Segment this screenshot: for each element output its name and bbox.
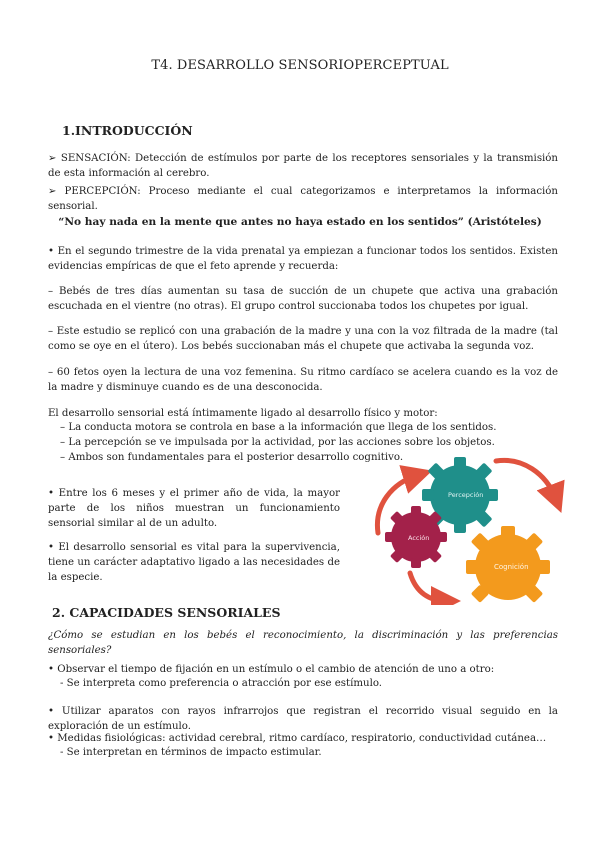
percepcion-definition: ➢ PERCEPCIÓN: Proceso mediante el cual categorizamos e interpretamos la información sensorial. [48,186,558,212]
gear-accion-label: Acción [408,534,430,542]
six-months-bullet: • Entre los 6 meses y el primer año de vida, la mayor parte de los niños muestran un funcionamiento sensorial similar al de un adulto. [48,488,340,529]
fixation-time-bullet: • Observar el tiempo de fijación en un estímulo o el cambio de atención de uno a otro: [48,664,495,675]
vital-bullet: • El desarrollo sensorial es vital para la supervivencia, tiene un carácter adaptativo ligado a las necesidades de la especie. [48,542,340,583]
cycle-arrow-bottom [410,573,446,601]
aristoteles-quote: “No hay nada en la mente que antes no haya estado en los sentidos” (Aristóteles) [58,216,542,228]
study-three-day-babies: – Bebés de tres días aumentan su tasa de succión de un chupete que activa una grabación escuchada en el vientre (no otras). El grupo control succionaba todos los chupetes por igual. [48,286,558,312]
fixation-time-subline: - Se interpreta como preferencia o atracción por ese estímulo. [60,678,383,689]
gear-accion-icon [385,506,447,568]
motor-link-intro: El desarrollo sensorial está íntimamente ligado al desarrollo físico y motor: [48,408,438,419]
physiological-subline: - Se interpretan en términos de impacto estimular. [60,747,322,758]
gear-cognicion-label: Cognición [494,563,529,571]
gear-percepcion-label: Percepción [448,491,484,499]
section-1-heading: 1.INTRODUCCIÓN [62,123,193,138]
gears-diagram [370,455,570,605]
physiological-bullet: • Medidas fisiológicas: actividad cerebral, ritmo cardíaco, respiratorio, conductividad cutánea… [48,733,547,744]
prenatal-senses-bullet: • En el segundo trimestre de la vida prenatal ya empiezan a funcionar todos los sentidos. Existen evidencias empíricas de que el feto aprende y recuerda: [48,246,558,272]
gear-cognicion-icon [466,526,550,603]
motor-link-item: – La conducta motora se controla en base a la información que llega de los sentidos. [60,422,497,433]
study-filtered-voice: – Este estudio se replicó con una grabación de la madre y una con la voz filtrada de la madre (tal como se oye en el útero). Los bebés succionaban más el chupete que activaba la segunda voz. [48,326,558,352]
sensacion-definition: ➢ SENSACIÓN: Detección de estímulos por parte de los receptores sensoriales y la transmisión de esta información al cerebro. [48,153,558,179]
section-2-question: ¿Cómo se estudian en los bebés el reconocimiento, la discriminación y las preferencias sensoriales? [48,630,558,656]
document-title: T4. DESARROLLO SENSORIOPERCEPTUAL [151,58,449,73]
cycle-arrow-top [496,460,556,499]
section-2-heading: 2. CAPACIDADES SENSORIALES [52,605,281,620]
motor-link-item: – La percepción se ve impulsada por la actividad, por las acciones sobre los objetos. [60,436,495,448]
motor-link-item: – Ambos son fundamentales para el posterior desarrollo cognitivo. [60,451,404,463]
study-fetus-heart-rate: – 60 fetos oyen la lectura de una voz femenina. Su ritmo cardíaco se acelera cuando es la voz de la madre y disminuye cuando es de una desconocida. [48,367,558,393]
infrared-bullet: • Utilizar aparatos con rayos infrarrojos que registran el recorrido visual seguido en la exploración de un estímulo. [48,706,558,732]
